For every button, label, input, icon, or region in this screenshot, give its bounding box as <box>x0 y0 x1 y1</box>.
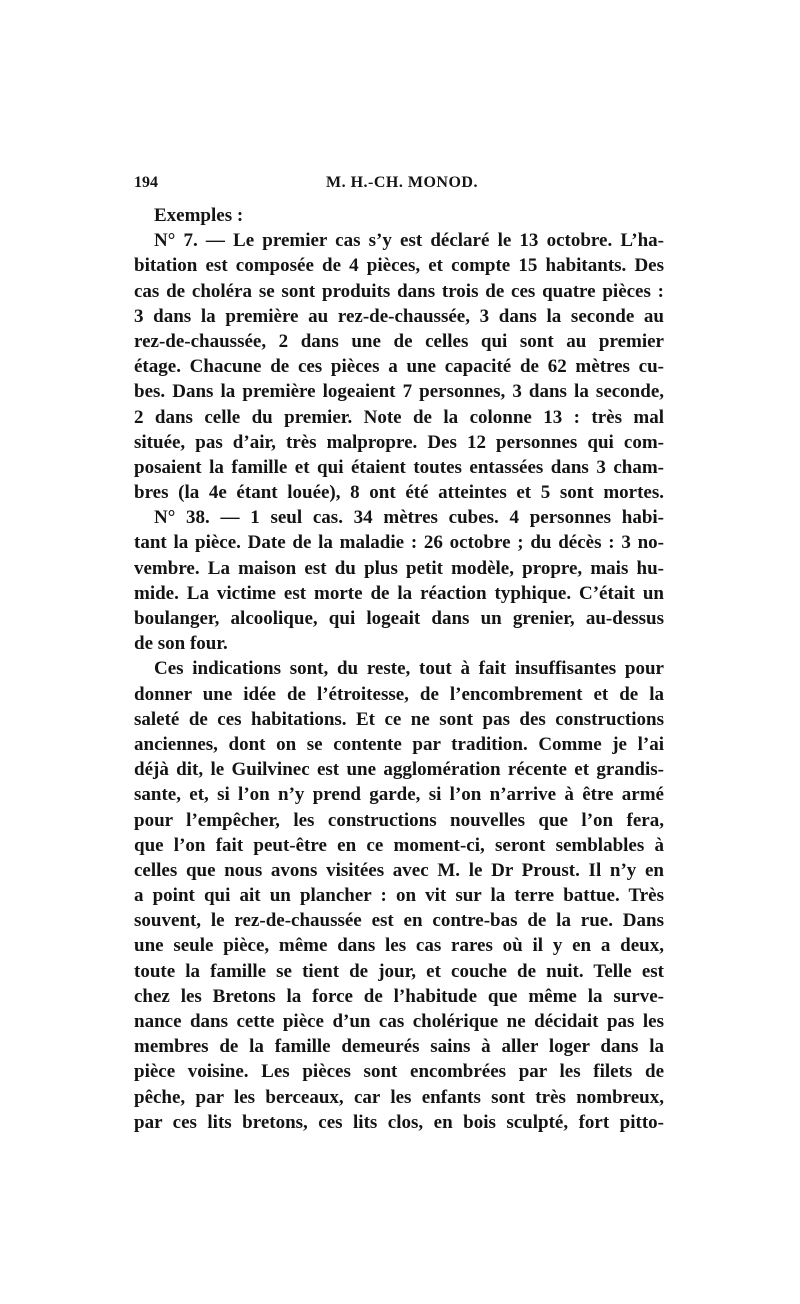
text-line: par ces lits bretons, ces lits clos, en bois sculpté, fort pitto- <box>134 1111 664 1133</box>
text-line: toute la famille se tient de jour, et couche de nuit. Telle est <box>134 960 664 982</box>
text-line: tant la pièce. Date de la maladie : 26 octobre ; du décès : 3 no- <box>134 532 664 554</box>
text-line: Exemples : <box>154 205 244 226</box>
text-line: rez-de-chaussée, 2 dans une de celles qui sont au premier <box>134 330 664 352</box>
text-line: vembre. La maison est du plus petit modèle, propre, mais hu- <box>134 557 664 579</box>
page-header <box>134 174 664 198</box>
text-line: bes. Dans la première logeaient 7 personnes, 3 dans la seconde, <box>134 381 664 403</box>
text-line: située, pas d’air, très malpropre. Des 12 personnes qui com- <box>134 431 664 453</box>
text-line: Ces indications sont, du reste, tout à fait insuffisantes pour <box>154 658 664 680</box>
text-line: N° 38. — 1 seul cas. 34 mètres cubes. 4 personnes habi- <box>154 507 664 529</box>
text-line: cas de choléra se sont produits dans trois de ces quatre pièces : <box>134 280 664 302</box>
text-line: celles que nous avons visitées avec M. le Dr Proust. Il n’y en <box>134 859 664 881</box>
body-text <box>134 203 664 1135</box>
text-line: membres de la famille demeurés sains à aller loger dans la <box>134 1036 664 1058</box>
text-line: étage. Chacune de ces pièces a une capacité de 62 mètres cu- <box>134 356 664 378</box>
text-line: donner une idée de l’étroitesse, de l’encombrement et de la <box>134 683 664 705</box>
text-line: N° 7. — Le premier cas s’y est déclaré le 13 octobre. L’ha- <box>154 230 664 252</box>
text-line: pêche, par les berceaux, car les enfants sont très nombreux, <box>134 1086 664 1108</box>
text-line: bitation est composée de 4 pièces, et compte 15 habitants. Des <box>134 255 664 277</box>
text-line: pièce voisine. Les pièces sont encombrées par les filets de <box>134 1061 664 1083</box>
text-line: posaient la famille et qui étaient toutes entassées dans 3 cham- <box>134 456 664 478</box>
text-line: pour l’empêcher, les constructions nouvelles que l’on fera, <box>134 809 664 831</box>
text-line: une seule pièce, même dans les cas rares où il y en a deux, <box>134 935 664 957</box>
text-line: mide. La victime est morte de la réaction typhique. C’était un <box>134 582 664 604</box>
text-line: 2 dans celle du premier. Note de la colonne 13 : très mal <box>134 406 664 428</box>
text-line: que l’on fait peut-être en ce moment-ci, seront semblables à <box>134 834 664 856</box>
running-head: M. H.-CH. MONOD. <box>326 174 478 191</box>
text-line: 3 dans la première au rez-de-chaussée, 3 dans la seconde au <box>134 305 664 327</box>
text-line: boulanger, alcoolique, qui logeait dans un grenier, au-dessus <box>134 608 664 629</box>
text-line: a point qui ait un plancher : on vit sur la terre battue. Très <box>134 885 664 907</box>
text-line: nance dans cette pièce d’un cas cholérique ne décidait pas les <box>134 1011 664 1032</box>
text-line: saleté de ces habitations. Et ce ne sont pas des constructions <box>134 708 664 730</box>
text-line: sante, et, si l’on n’y prend garde, si l’on n’arrive à être armé <box>134 784 664 806</box>
text-line: de son four. <box>134 633 228 655</box>
text-line: anciennes, dont on se contente par tradition. Comme je l’ai <box>134 733 664 755</box>
text-line: chez les Bretons la force de l’habitude que même la surve- <box>134 985 664 1007</box>
page-number: 194 <box>134 174 158 191</box>
text-line: bres (la 4e étant louée), 8 ont été atteintes et 5 sont mortes. <box>134 482 664 504</box>
text-line: souvent, le rez-de-chaussée est en contre-bas de la rue. Dans <box>134 910 664 932</box>
text-line: déjà dit, le Guilvinec est une agglomération récente et grandis- <box>134 759 664 781</box>
